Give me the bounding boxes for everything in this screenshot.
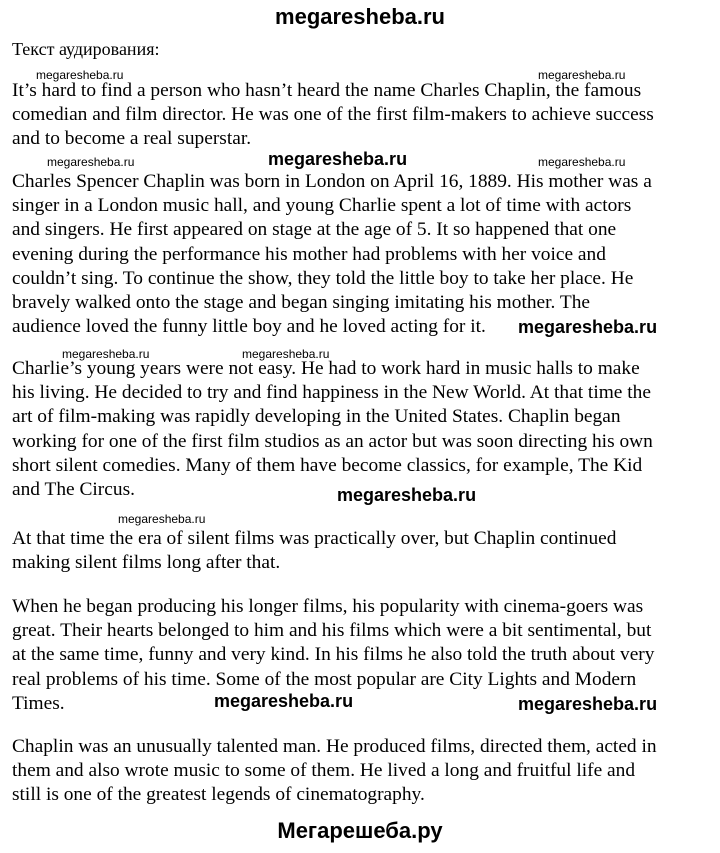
text-line: real problems of his time. Some of the most popular are City Lights and Modern [12,668,637,690]
paragraph-2 [12,170,712,339]
text-line: Times. [12,692,65,714]
text-line: his living. He decided to try and find happiness in the New World. At that time the [12,382,651,404]
text-line: Chaplin was an unusually talented man. He produced films, directed them, acted in [12,736,657,757]
text-line: It’s hard to find a person who hasn’t heard the name Charles Chaplin, the famous [12,80,642,101]
text-line: and to become a real superstar. [12,128,252,150]
watermark-small: megaresheba.ru [62,347,150,361]
text-line: At that time the era of silent films was practically over, but Chaplin continued [12,528,617,549]
watermark-large: megaresheba.ru [214,691,354,711]
watermark-large: megaresheba.ru [518,317,658,337]
paragraph-6 [12,735,712,808]
text-line: short silent comedies. Many of them have become classics, for example, The Kid [12,454,643,476]
text-line: working for one of the first film studios as an actor but was soon directing his own [12,430,653,452]
text-line: couldn’t sing. To continue the show, they told the little boy to take her place. He [12,267,634,289]
text-line: comedian and film director. He was one of the first film-makers to achieve success [12,104,654,126]
watermark-large: megaresheba.ru [337,485,477,505]
text-line: bravely walked onto the stage and began singing imitating his mother. The [12,292,591,314]
text-line: making silent films long after that. [12,552,281,574]
watermark-large: megaresheba.ru [268,149,408,169]
paragraph-4 [12,527,712,575]
text-line: art of film-making was rapidly developing in the United States. Chaplin began [12,406,621,428]
text-line: still is one of the greatest legends of cinematography. [12,784,425,806]
text-line: and singers. He first appeared on stage at the age of 5. It so happened that one [12,219,617,241]
text-line: Charlie’s young years were not easy. He had to work hard in music halls to make [12,358,640,379]
watermark-small: megaresheba.ru [47,155,135,169]
document-heading: Текст аудирования: [12,39,160,59]
text-line: singer in a London music hall, and young Charlie spent a lot of time with actors [12,195,632,217]
text-line: audience loved the funny little boy and he loved acting for it. [12,316,486,338]
text-line: evening during the performance his mother had problems with her voice and [12,243,606,265]
site-title[interactable]: megaresheba.ru [275,4,445,29]
footer-site-title[interactable]: Мегарешеба.ру [277,818,443,843]
watermark-large: megaresheba.ru [518,694,658,714]
text-line: at the same time, funny and very kind. In his films he also told the truth about very [12,644,655,666]
text-line: Charles Spencer Chaplin was born in London on April 16, 1889. His mother was a [12,171,652,192]
watermark-small: megaresheba.ru [242,347,330,361]
text-line: When he began producing his longer films, his popularity with cinema-goers was [12,596,644,617]
text-line: great. Their hearts belonged to him and his films which were a bit sentimental, but [12,620,652,642]
paragraph-3 [12,357,712,502]
watermark-small: megaresheba.ru [36,68,124,82]
watermark-small: megaresheba.ru [538,68,626,82]
text-line: and The Circus. [12,479,135,501]
paragraph-1 [12,79,712,152]
watermark-small: megaresheba.ru [118,512,206,526]
text-line: them and also wrote music to some of them. He lived a long and fruitful life and [12,760,636,782]
watermark-small: megaresheba.ru [538,155,626,169]
